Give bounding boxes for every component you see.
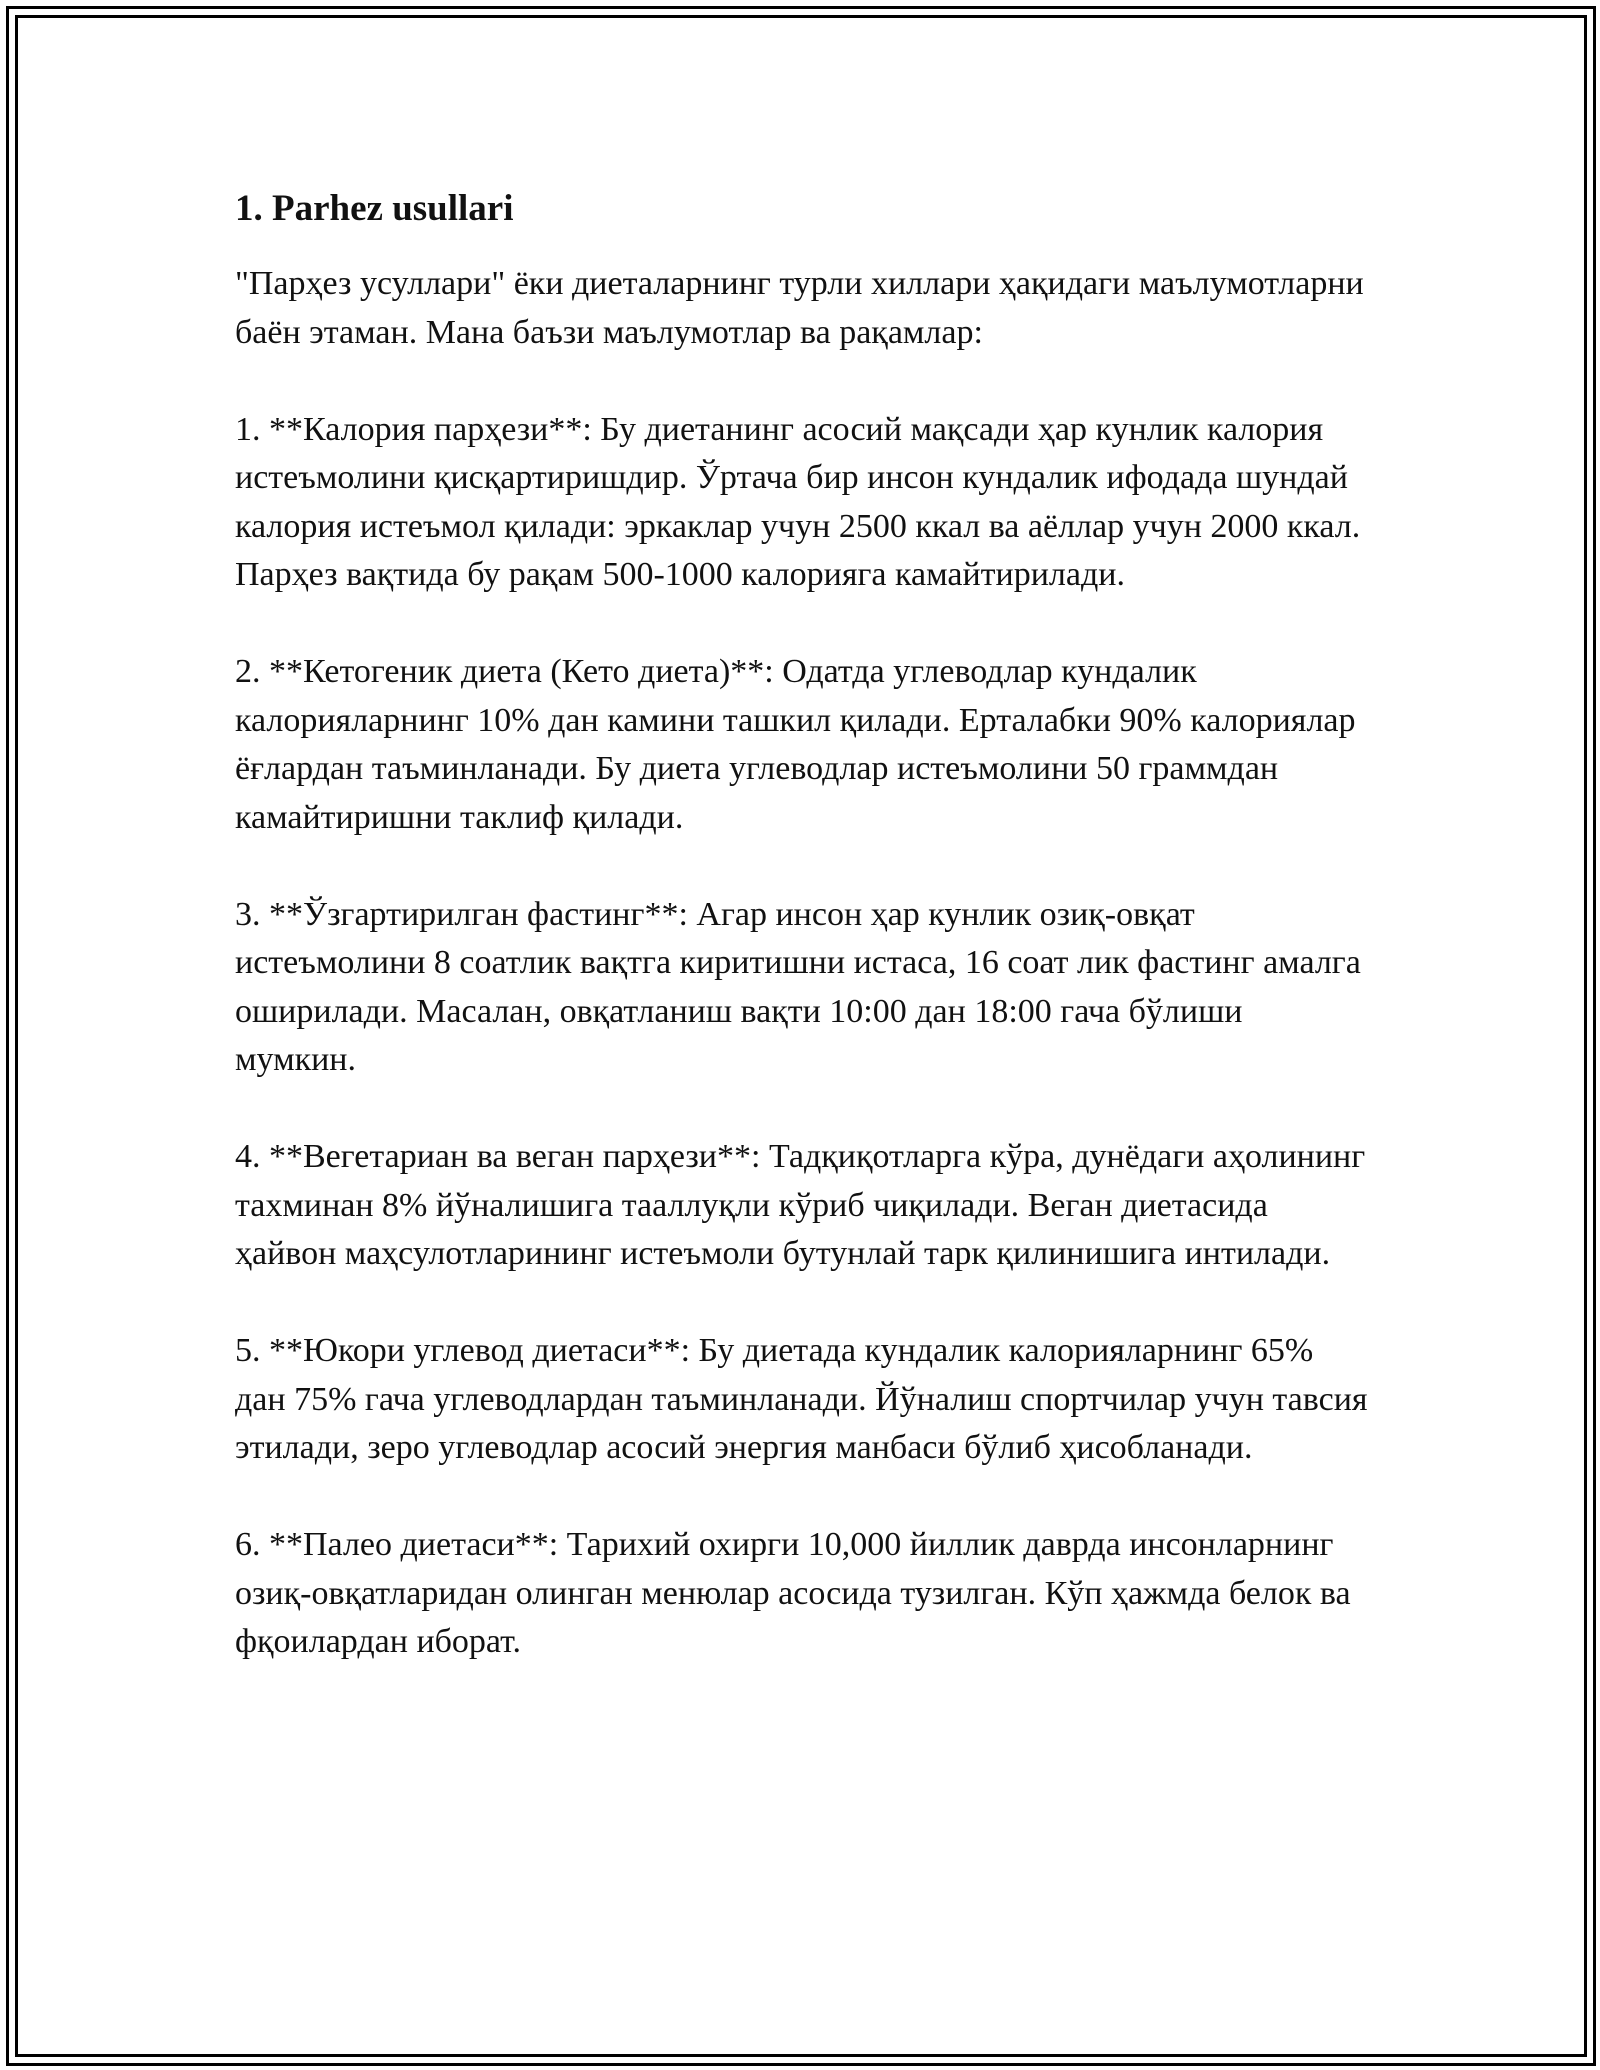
list-item-keto-diet: 2. **Кетогеник диета (Кето диета)**: Одатда углеводлар кундалик калорияларнинг 10% дан камини ташкил қилади. Ерталабки 90% калориялар ёғлардан таъминланади. Бу диета углеводлар истеъмолини 50 граммдан камайтиришни таклиф қилади. (235, 653, 1356, 836)
list-item-high-carb-diet: 5. **Юкори углевод диетаси**: Бу диетада кундалик калорияларнинг 65% дан 75% гача углеводлардан таъминланади. Йўналиш спортчилар учун тавсия этилади, зеро углеводлар асосий энергия манбаси бўлиб ҳисобланади. (235, 1332, 1368, 1466)
list-item-intermittent-fasting: 3. **Ўзгартирилган фастинг**: Агар инсон ҳар кунлик озиқ-овқат истеъмолини 8 соатлик вақтга киритишни истаса, 16 соат лик фастинг амалга оширилади. Масалан, овқатланиш вақти 10:00 дан 18:00 гача бўлиши мумкин. (235, 895, 1361, 1078)
list-item-calorie-diet: 1. **Калория парҳези**: Бу диетанинг асосий мақсади ҳар кунлик калория истеъмолини қисқартиришдир. Ўртача бир инсон кундалик ифодада шундай калория истеъмол қилади: эркаклар учун 2500 ккал ва аёллар учун 2000 ккал. Парҳез вақтида бу рақам 500-1000 калорияга камайтирилади. (235, 410, 1361, 593)
document-body (235, 186, 1370, 1667)
intro-paragraph: "Парҳез усуллари" ёки диеталарнинг турли хиллари ҳақидаги маълумотларни баён этаман. Мана баъзи маълумотлар ва рақамлар: (235, 265, 1364, 351)
list-item-paleo-diet: 6. **Палео диетаси**: Тарихий охирги 10,000 йиллик даврда инсонларнинг озиқ-овқатларидан олинган менюлар асосида тузилган. Кўп ҳажмда белок ва фқоилардан иборат. (235, 1526, 1351, 1660)
list-item-vegetarian-vegan: 4. **Вегетариан ва веган парҳези**: Тадқиқотларга кўра, дунёдаги аҳолининг тахминан 8% йўналишига тааллуқли кўриб чиқилади. Веган диетасида ҳайвон маҳсулотларининг истеъмоли бутунлай тарк қилинишига интилади. (235, 1138, 1366, 1272)
document-title: 1. Parhez usullari (235, 188, 514, 229)
